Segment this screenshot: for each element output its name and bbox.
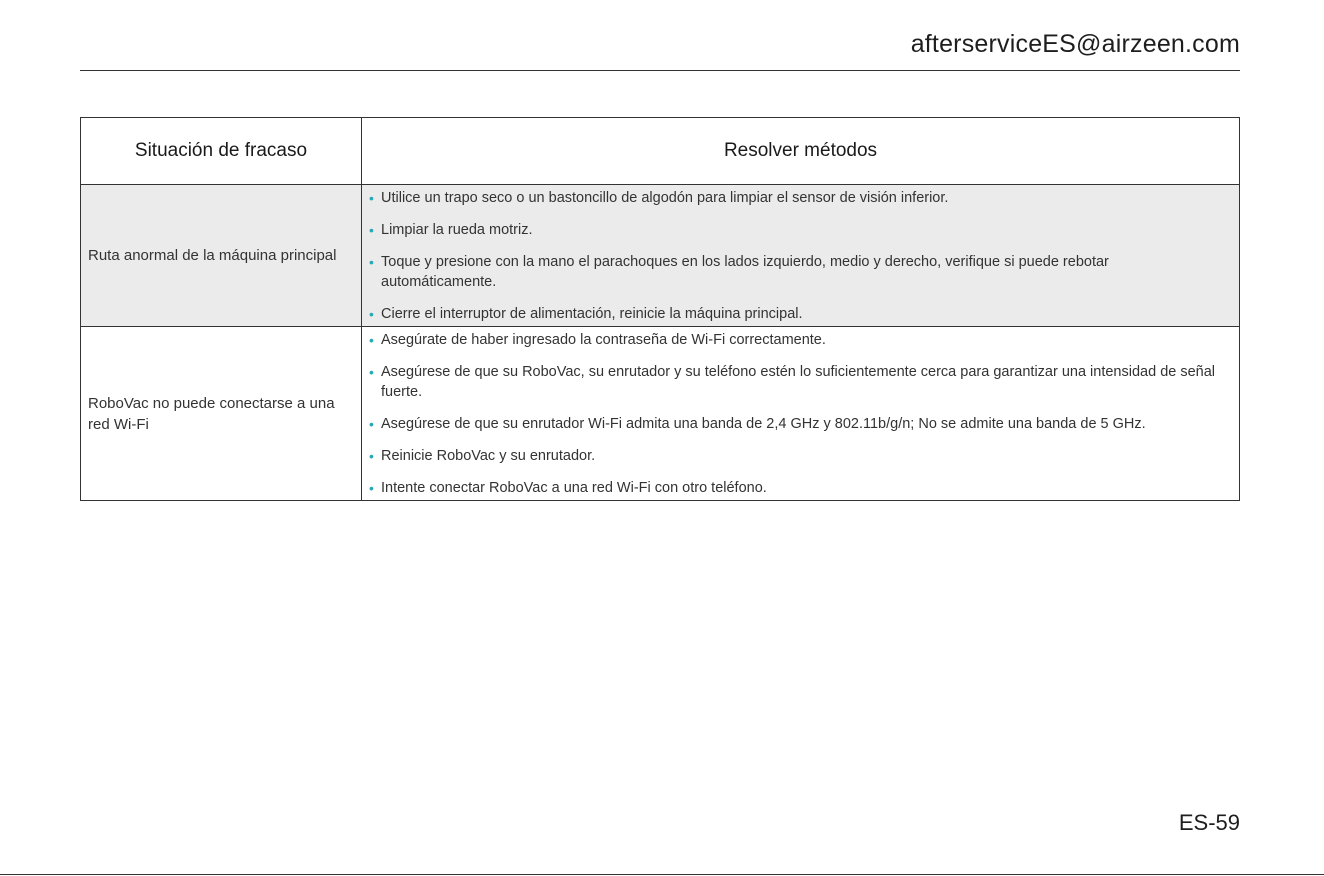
- page-number: ES-59: [1178, 810, 1240, 835]
- bullet-icon: •: [369, 332, 374, 348]
- methods-list: [369, 188, 1225, 324]
- method-item: [369, 478, 1225, 498]
- bullet-icon: •: [369, 416, 374, 432]
- method-text: Asegúrese de que su RoboVac, su enrutador y su teléfono estén lo suficientemente cerca para garantizar una intensidad de señal fuerte.: [381, 364, 1216, 400]
- bullet-icon: •: [369, 448, 374, 464]
- footer-divider: [0, 874, 1324, 875]
- method-text: Intente conectar RoboVac a una red Wi-Fi con otro teléfono.: [381, 480, 767, 496]
- table-row: [81, 185, 1240, 327]
- method-item: [369, 252, 1225, 292]
- situation-cell: Ruta anormal de la máquina principal: [81, 185, 362, 327]
- troubleshooting-table: [80, 117, 1240, 501]
- bullet-icon: •: [369, 306, 374, 322]
- method-text: Utilice un trapo seco o un bastoncillo de algodón para limpiar el sensor de visión inferior.: [381, 190, 949, 206]
- method-item: [369, 362, 1225, 402]
- column-header-situation: Situación de fracaso: [81, 118, 362, 185]
- situation-cell: RoboVac no puede conectarse a una red Wi-Fi: [81, 327, 362, 501]
- method-item: [369, 188, 1225, 208]
- method-text: Limpiar la rueda motriz.: [381, 222, 533, 238]
- header-divider: [80, 70, 1240, 71]
- bullet-icon: •: [369, 254, 374, 270]
- bullet-icon: •: [369, 364, 374, 380]
- method-text: Asegúrese de que su enrutador Wi-Fi admita una banda de 2,4 GHz y 802.11b/g/n; No se admite una banda de 5 GHz.: [381, 416, 1146, 432]
- method-item: [369, 330, 1225, 350]
- method-item: [369, 304, 1225, 324]
- method-text: Cierre el interruptor de alimentación, reinicie la máquina principal.: [381, 306, 803, 322]
- bullet-icon: •: [369, 190, 374, 206]
- method-item: [369, 446, 1225, 466]
- bullet-icon: •: [369, 222, 374, 238]
- methods-cell: [362, 185, 1240, 327]
- methods-list: [369, 330, 1225, 498]
- method-item: [369, 220, 1225, 240]
- header-email: afterserviceES@airzeen.com: [910, 30, 1240, 58]
- bullet-icon: •: [369, 480, 374, 496]
- method-item: [369, 414, 1225, 434]
- column-header-methods: Resolver métodos: [362, 118, 1240, 185]
- table-header-row: [81, 118, 1240, 185]
- method-text: Asegúrate de haber ingresado la contraseña de Wi-Fi correctamente.: [381, 332, 826, 348]
- methods-cell: [362, 327, 1240, 501]
- method-text: Toque y presione con la mano el parachoques en los lados izquierdo, medio y derecho, verifique si puede rebotar automáticamente.: [381, 254, 1109, 290]
- method-text: Reinicie RoboVac y su enrutador.: [381, 448, 596, 464]
- table-row: [81, 327, 1240, 501]
